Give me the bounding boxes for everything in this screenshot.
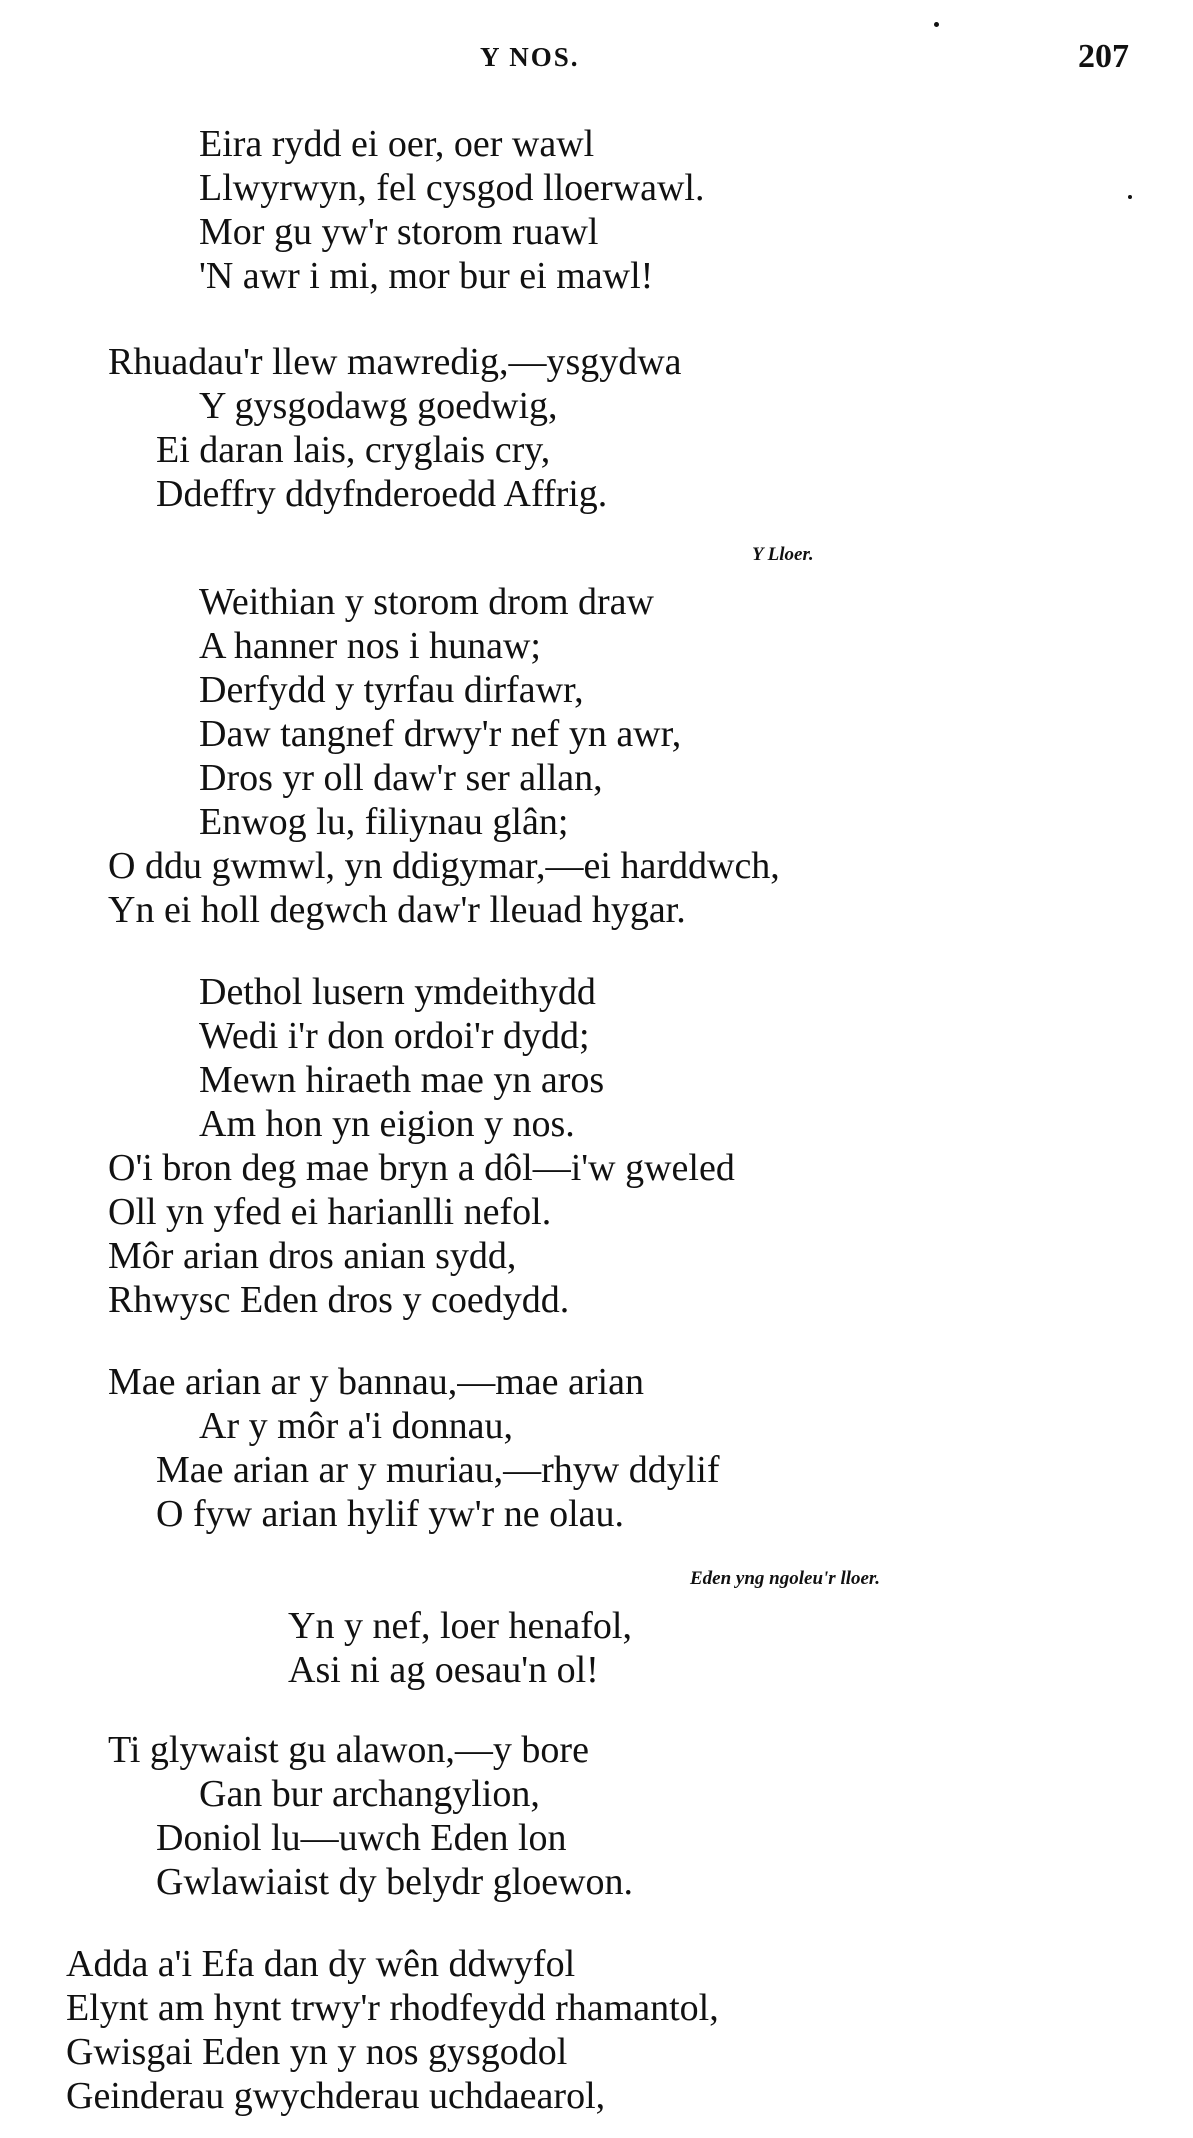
verse-line: Llwyrwyn, fel cysgod lloerwawl.	[199, 167, 705, 209]
verse-line: Rhwysc Eden dros y coedydd.	[108, 1279, 570, 1321]
verse-line: Daw tangnef drwy'r nef yn awr,	[199, 713, 682, 755]
verse-line: Dethol lusern ymdeithydd	[199, 971, 596, 1013]
verse-line: Gwisgai Eden yn y nos gysgodol	[66, 2031, 568, 2073]
verse-line: Doniol lu—uwch Eden lon	[156, 1817, 567, 1859]
verse-line: Weithian y storom drom draw	[199, 581, 654, 623]
verse-line: Ti glywaist gu alawon,—y bore	[108, 1729, 589, 1771]
verse-line: Gan bur archangylion,	[199, 1773, 540, 1815]
verse-line: Adda a'i Efa dan dy wên ddwyfol	[66, 1943, 576, 1985]
ink-speck	[1128, 195, 1132, 199]
margin-note: Y Lloer.	[752, 544, 814, 565]
verse-line: A hanner nos i hunaw;	[199, 625, 541, 667]
verse-line: Oll yn yfed ei harianlli nefol.	[108, 1191, 552, 1233]
verse-line: Geinderau gwychderau uchdaearol,	[66, 2075, 606, 2117]
verse-line: Rhuadau'r llew mawredig,—ysgydwa	[108, 341, 682, 383]
verse-line: Mewn hiraeth mae yn aros	[199, 1059, 605, 1101]
verse-line: Mae arian ar y muriau,—rhyw ddylif	[156, 1449, 720, 1491]
verse-line: Yn y nef, loer henafol,	[288, 1605, 632, 1647]
verse-line: Môr arian dros anian sydd,	[108, 1235, 517, 1277]
verse-line: O ddu gwmwl, yn ddigymar,—ei harddwch,	[108, 845, 780, 887]
verse-line: Ar y môr a'i donnau,	[199, 1405, 513, 1447]
verse-line: Y gysgodawg goedwig,	[199, 385, 558, 427]
verse-line: Ei daran lais, cryglais cry,	[156, 429, 551, 471]
verse-line: Derfydd y tyrfau dirfawr,	[199, 669, 584, 711]
verse-line: Ddeffry ddyfnderoedd Affrig.	[156, 473, 608, 515]
verse-line: 'N awr i mi, mor bur ei mawl!	[199, 255, 654, 297]
verse-line: Asi ni ag oesau'n ol!	[288, 1649, 599, 1691]
verse-line: O fyw arian hylif yw'r ne olau.	[156, 1493, 624, 1535]
verse-line: O'i bron deg mae bryn a dôl—i'w gweled	[108, 1147, 735, 1189]
verse-line: Am hon yn eigion y nos.	[199, 1103, 575, 1145]
running-head: Y NOS.	[480, 42, 580, 72]
verse-line: Eira rydd ei oer, oer wawl	[199, 123, 595, 165]
verse-line: Dros yr oll daw'r ser allan,	[199, 757, 603, 799]
page-number: 207	[1078, 38, 1129, 75]
verse-line: Wedi i'r don ordoi'r dydd;	[199, 1015, 590, 1057]
verse-line: Enwog lu, filiynau glân;	[199, 801, 569, 843]
verse-line: Mae arian ar y bannau,—mae arian	[108, 1361, 644, 1403]
verse-line: Mor gu yw'r storom ruawl	[199, 211, 599, 253]
verse-line: Elynt am hynt trwy'r rhodfeydd rhamantol,	[66, 1987, 719, 2029]
verse-line: Gwlawiaist dy belydr gloewon.	[156, 1861, 634, 1903]
margin-note: Eden yng ngoleu'r lloer.	[690, 1568, 881, 1589]
verse-line: Yn ei holl degwch daw'r lleuad hygar.	[108, 889, 686, 931]
ink-speck	[934, 22, 939, 27]
